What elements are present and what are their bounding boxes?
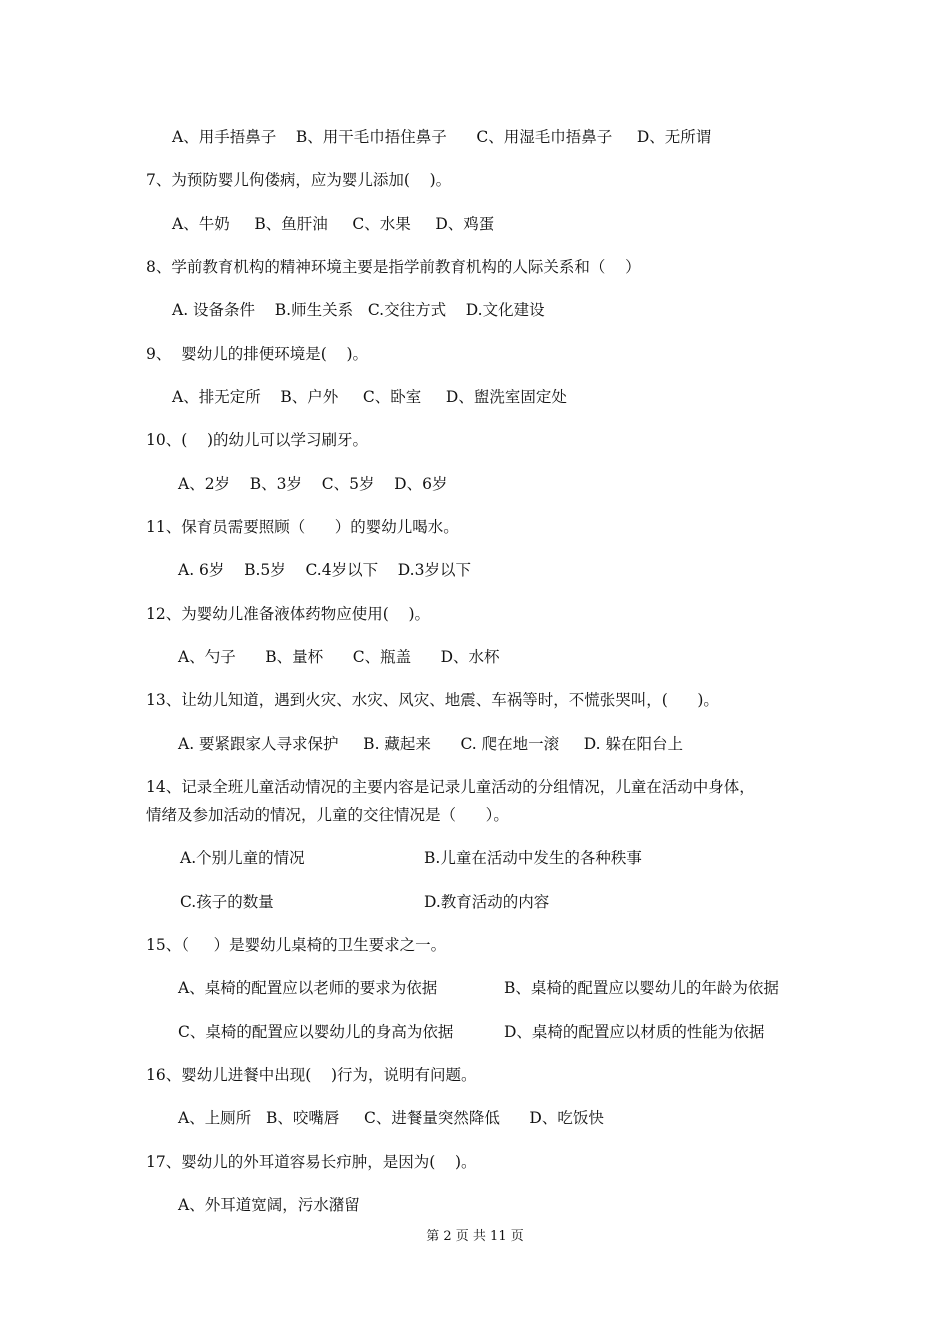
q13-options: A. 要紧跟家人寻求保护 B. 藏起来 C. 爬在地一滚 D. 躲在阳台上 [178, 735, 684, 753]
q7-options: A、牛奶 B、鱼肝油 C、水果 D、鸡蛋 [172, 215, 495, 233]
question-15: 15、（ ）是婴幼儿桌椅的卫生要求之一。 [146, 936, 447, 954]
q8-options: A. 设备条件 B.师生关系 C.交往方式 D.文化建设 [172, 301, 545, 319]
q15-option-d: D、桌椅的配置应以材质的性能为依据 [504, 1023, 765, 1041]
question-11: 11、保育员需要照顾（ ）的婴幼儿喝水。 [146, 518, 459, 536]
q14-option-b: B.儿童在活动中发生的各种秩事 [424, 849, 642, 867]
q15-option-c: C、桌椅的配置应以婴幼儿的身高为依据 [178, 1023, 454, 1041]
q14-option-a: A.个别儿童的情况 [180, 849, 305, 867]
question-8: 8、学前教育机构的精神环境主要是指学前教育机构的人际关系和（ ） [146, 258, 641, 276]
question-7: 7、为预防婴儿佝偻病，应为婴儿添加( )。 [146, 171, 452, 189]
question-14-line2: 情绪及参加活动的情况，儿童的交往情况是（ ）。 [146, 806, 509, 824]
q16-options: A、上厕所 B、咬嘴唇 C、进餐量突然降低 D、吃饭快 [178, 1109, 604, 1127]
q17-option-a: A、外耳道宽阔，污水潴留 [178, 1196, 360, 1214]
q14-option-c: C.孩子的数量 [180, 893, 274, 911]
q9-options: A、排无定所 B、户外 C、卧室 D、盥洗室固定处 [172, 388, 567, 406]
question-17: 17、婴幼儿的外耳道容易长疖肿，是因为( )。 [146, 1153, 477, 1171]
q14-option-d: D.教育活动的内容 [424, 893, 550, 911]
question-10: 10、( )的幼儿可以学习刷牙。 [146, 431, 369, 449]
question-14-line1: 14、记录全班儿童活动情况的主要内容是记录儿童活动的分组情况，儿童在活动中身体， [146, 778, 755, 796]
q10-options: A、2岁 B、3岁 C、5岁 D、6岁 [178, 475, 448, 493]
page-footer: 第 2 页 共 11 页 [426, 1229, 524, 1244]
q11-options: A. 6岁 B.5岁 C.4岁以下 D.3岁以下 [178, 561, 471, 579]
question-12: 12、为婴幼儿准备液体药物应使用( )。 [146, 605, 431, 623]
question-16: 16、婴幼儿进餐中出现( )行为，说明有问题。 [146, 1066, 477, 1084]
q15-option-b: B、桌椅的配置应以婴幼儿的年龄为依据 [504, 979, 779, 997]
q6-options: A、用手捂鼻子 B、用干毛巾捂住鼻子 C、用湿毛巾捂鼻子 D、无所谓 [172, 128, 712, 146]
question-13: 13、让幼儿知道，遇到火灾、水灾、风灾、地震、车祸等时，不慌张哭叫，( )。 [146, 691, 719, 709]
question-9: 9、 婴幼儿的排便环境是( )。 [146, 345, 369, 363]
q15-option-a: A、桌椅的配置应以老师的要求为依据 [178, 979, 438, 997]
q12-options: A、勺子 B、量杯 C、瓶盖 D、水杯 [178, 648, 500, 666]
